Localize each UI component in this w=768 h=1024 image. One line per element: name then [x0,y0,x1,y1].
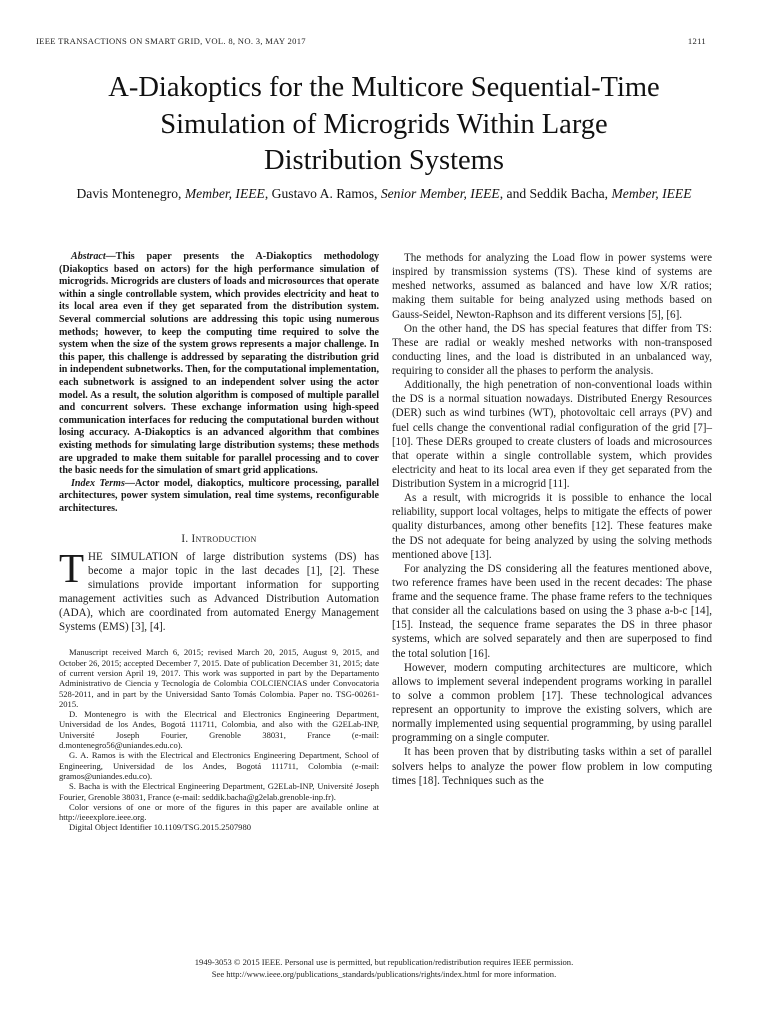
author-2-name: , Gustavo A. Ramos, [264,186,381,201]
section-heading [59,532,379,546]
author-3-role: Member, IEEE [611,186,692,201]
intro-first-word: HE SIMULATION [88,550,179,563]
body-paragraph: The methods for analyzing the Load flow in power systems were inspired by transmission systems (TS). These kind of systems are meshed networks, assumed as balanced and have low X/R ratios; making them suitable for being analyzed using methods based on Gauss-Seidel, Newton-Raphson and its different versions [5], [6]. [392,252,712,321]
running-header [36,36,706,46]
drop-cap: T [59,544,85,591]
body-paragraph: However, modern computing architectures are multicore, which allows to implement several independent programs working in parallel to solve a common problem [17]. These technological advances represent an opportunity to improve the existing solvers, which are normally implemented using sequential programming, by using parallel programming on a single computer. [392,661,712,745]
body-paragraph: It has been proven that by distributing tasks within a set of parallel solvers helps to analyze the power flow problem in low computing times [18]. Techniques such as the [392,746,712,787]
index-terms-text: —Actor model, diakoptics, multicore processing, parallel architectures, power system simulation, real time systems, reconfigurable architectures. [59,477,379,514]
title-line-2: Simulation of Microgrids Within Large [160,108,608,140]
title-line-1: A-Diakoptics for the Multicore Sequential-Time [108,72,660,103]
intro-text: of large distribution systems (DS) has become a major topic in the last decades [1], [2]. These simulations provide important information for supporting management activities such as Advanced Distribution Automation (ADA), which are coordinated from automated Energy Management Systems (EMS) [3], [4]. [59,550,380,634]
author-1-name: Davis Montenegro, [76,186,185,201]
body-paragraph: On the other hand, the DS has special features that differ from TS: These are radial or weakly meshed networks with non-transposed conducting lines, and the load is distributed in an unbalanced way, requiring to consider all the phases to perform the analysis. [392,322,712,377]
author-2-role: Senior Member, IEEE [380,186,500,201]
intro-paragraph [59,544,380,635]
footnote-color: Color versions of one or more of the figures in this paper are available online at http://ieeexplore.ieee.org. [59,801,379,823]
index-terms [59,478,379,516]
author-1-role: Member, IEEE [184,186,265,201]
footnote-author-1: D. Montenegro is with the Electrical and Electronics Engineering Department, Universidad de los Andes, Bogotá 111711, Colombia, and also with the G2ELab-INP, Université Joseph Fourier, Grenoble 38031, France (e-mail: d.montenegro56@uniandes.edu.co). [59,709,379,751]
author-3-name: , and Seddik Bacha, [499,186,612,201]
body-paragraph: Additionally, the high penetration of non-conventional loads within the DS is a normal situation nowadays. Distributed Energy Resources (DER) such as wind turbines (WT), photovoltaic cell arrays (PV) and fuel cells change the conventional radial configuration of the grid [7]–[10]. These DERs grouped to create clusters of loads and microsources that operate within a single controllable system, which provides electricity and heat to its local area even if they get separated from the Distribution System in a microgrid [11]. [392,379,712,490]
journal-name: IEEE TRANSACTIONS ON SMART GRID, VOL. 8, NO. 3, MAY 2017 [36,36,306,46]
footnote-author-3: S. Bacha is with the Electrical Engineering Department, G2ELab-INP, Université Joseph Fourier, Grenoble 38031, France (e-mail: seddik.bacha@g2elab.grenoble-inp.fr). [59,781,379,802]
rights-link-line: See http://www.ieee.org/publications_standards/publications/rights/index.html for more information. [211,968,557,979]
abstract [59,251,379,478]
author-list [36,186,732,202]
copyright-footer [36,957,732,980]
footnote-doi: Digital Object Identifier 10.1109/TSG.2015.2507980 [69,822,251,833]
footnote-manuscript: Manuscript received March 6, 2015; revised March 20, 2015, August 9, 2015, and October 26, 2015; accepted December 7, 2015. Date of publication December 31, 2015; date of current version April 19, 2017. This work was supported in part by the Departamento Administrativo de Ciencia y Tecnología de Colombia COLCIENCIAS under Convocatoria 528-2011, and in part by the Universidad Santo Tomás Colombia. Paper no. TSG-00261-2015. [59,647,379,709]
index-terms-label: Index Terms [71,477,125,489]
body-paragraph: For analyzing the DS considering all the features mentioned above, two reference frames have been used in the recent decades: The phase frame and the sequence frame. The phase frame refers to the techniques that consider all the calculations based on using the 3 phase a-b-c [14], [15]. Instead, the sequence frame separates the DS in three phasor systems, which are solved separately and then are superposed to find the total solution [16]. [392,562,712,660]
copyright-line: 1949-3053 © 2015 IEEE. Personal use is permitted, but republication/redistribution requires IEEE permission. [194,957,574,967]
body-paragraph: As a result, with microgrids it is possible to enhance the local reliability, support local voltages, helps to mitigate the effects of power quality disturbances, among other benefits [12]. These features make the DS not adequate for being analyzed by using the solving methods mentioned above [13]. [392,492,712,561]
footnotes [59,647,379,832]
footnote-author-2: G. A. Ramos is with the Electrical and Electronics Engineering Department, School of Engineering, Universidad de los Andes, Bogotá 111711, Colombia (e-mail: gramos@uniandes.edu.co). [59,750,379,781]
title-line-3: Distribution Systems [264,145,504,176]
section-title: Introduction [191,533,257,546]
left-column [59,251,379,833]
abstract-text: —This paper presents the A-Diakoptics methodology (Diakoptics based on actors) for the high performance simulation of microgrids. Microgrids are clusters of loads and microsources that operate within a single controllable system, which provides electricity and heat to its local area even if they get separated from the distribution system. Several commercial solutions are addressing this topic using numerous methods; however, to keep the computing time required to solve the system when the size of the system grows represents a major challenge. In this paper, this challenge is addressed by separating the distribution grid in independent subnetworks. Then, for the computational implementation, each subnetwork is assigned to an independent solver using the actor model. As a result, the solution algorithm is composed of multiple parallel and concurrent solvers. These exchange information using high-speed communication interfaces for reducing the computational burden without losing accuracy. A-Diakoptics is an advanced algorithm that combines existing methods for simulating large distribution systems; these methods are upgraded to make them suitable for parallel processing and to cover the basic needs for the simulation of smart grid applications. [59,251,379,477]
right-column [392,251,712,788]
abstract-label: Abstract [71,251,106,262]
paper-title [36,70,732,180]
section-numeral: I. [181,533,192,546]
page-number: 1211 [687,36,706,46]
